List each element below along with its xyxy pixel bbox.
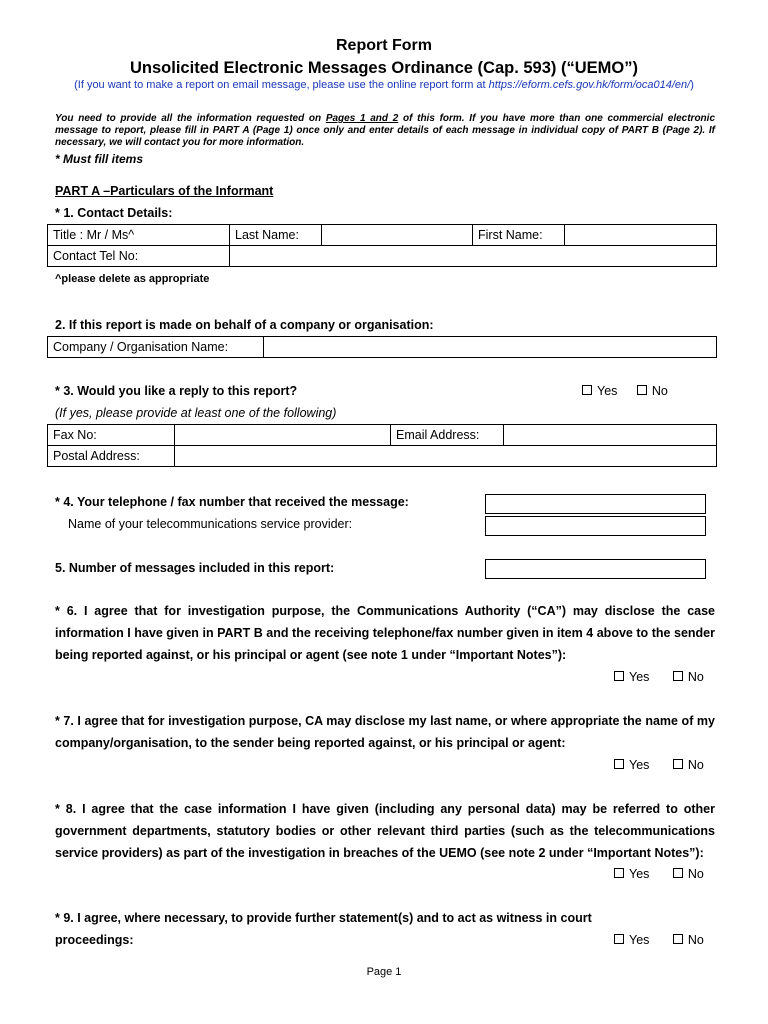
q9-no-checkbox[interactable]: [673, 934, 683, 944]
q7-no-label: No: [687, 758, 704, 772]
fax-label: Fax No:: [48, 425, 175, 446]
q5-count-input[interactable]: [485, 559, 706, 579]
first-name-input[interactable]: [565, 225, 717, 246]
delete-note: ^please delete as appropriate: [55, 273, 210, 285]
postal-input[interactable]: [175, 446, 717, 467]
q6-yes-option[interactable]: [614, 670, 649, 684]
q6-label: * 6. I agree that for investigation purpose, the Communications Authority (“CA”) may disclose the case information I have given in PART B and the receiving telephone/fax number given in item 4 above to the sender being reported against, or his principal or agent (see note 1 under “Important Notes”):: [55, 604, 715, 662]
online-form-note: [0, 79, 768, 91]
q6-yes-checkbox[interactable]: [614, 671, 624, 681]
q5-label: 5. Number of messages included in this report:: [55, 561, 335, 575]
tel-input[interactable]: [230, 246, 717, 267]
q9-yes-checkbox[interactable]: [614, 934, 624, 944]
q3-no-option[interactable]: [637, 384, 668, 398]
q9-yes-option[interactable]: [614, 933, 649, 947]
company-input[interactable]: [264, 337, 717, 358]
last-name-label: Last Name:: [230, 225, 322, 246]
q9-label: * 9. I agree, where necessary, to provide further statement(s) and to act as witness in court proceedings:: [55, 911, 592, 947]
q8-no-option[interactable]: [673, 867, 704, 881]
page-number: Page 1: [366, 966, 402, 978]
q8-no-label: No: [687, 867, 704, 881]
q3-label: * 3. Would you like a reply to this report?: [55, 384, 298, 398]
intro-text-2: of this form. If you have more than one commercial electronic message to report, please fill in PART A (Page 1) once only and enter details of each message in individual copy of PART B (Page 2). If necessary, we will contact you for more information.: [55, 113, 716, 148]
q8-yes-checkbox[interactable]: [614, 868, 624, 878]
q1-label: * 1. Contact Details:: [55, 206, 173, 220]
q7-yes-option[interactable]: [614, 758, 649, 772]
tel-label: Contact Tel No:: [48, 246, 230, 267]
q6-options: [614, 670, 704, 684]
q4-label: * 4. Your telephone / fax number that received the message:: [55, 495, 409, 509]
q3-no-checkbox[interactable]: [637, 385, 647, 395]
q6-no-checkbox[interactable]: [673, 671, 683, 681]
fax-input[interactable]: [175, 425, 391, 446]
q3-yes-option[interactable]: [582, 384, 617, 398]
q3-yes-checkbox[interactable]: [582, 385, 592, 395]
q7-options: [614, 758, 704, 772]
part-a-heading: PART A –Particulars of the Informant: [55, 184, 274, 198]
q3-yes-label: Yes: [597, 384, 618, 398]
q8-yes-option[interactable]: [614, 867, 649, 881]
q7-yes-checkbox[interactable]: [614, 759, 624, 769]
form-title: Report Form: [336, 37, 432, 54]
online-note-suffix: ): [690, 79, 694, 91]
q7-label: * 7. I agree that for investigation purpose, CA may disclose my last name, or where appropriate the name of my company/organisation, to the sender being reported against, or his principal or agent:: [55, 714, 715, 750]
last-name-input[interactable]: [322, 225, 473, 246]
q7-no-option[interactable]: [673, 758, 704, 772]
q3-options: [582, 384, 668, 398]
reply-contact-table: [47, 424, 717, 467]
company-table: [47, 336, 717, 358]
q9-no-label: No: [687, 933, 704, 947]
intro-pages: Pages 1 and 2: [325, 113, 399, 124]
q4-provider-input[interactable]: [485, 516, 706, 536]
must-fill-note: * Must fill items: [55, 152, 144, 166]
company-label: Company / Organisation Name:: [48, 337, 264, 358]
q3-no-label: No: [651, 384, 668, 398]
q9-yes-label: Yes: [629, 933, 650, 947]
q9-no-option[interactable]: [673, 933, 704, 947]
postal-label: Postal Address:: [48, 446, 175, 467]
first-name-label: First Name:: [473, 225, 565, 246]
q6-no-option[interactable]: [673, 670, 704, 684]
q8-options: [614, 867, 704, 881]
q7-no-checkbox[interactable]: [673, 759, 683, 769]
q3-note: (If yes, please provide at least one of the following): [55, 406, 337, 420]
q8-label: * 8. I agree that the case information I have given (including any personal data) may be referred to other government departments, statutory bodies or other relevant third parties (such as the telecommunications service providers) as part of the investigation in breaches of the UEMO (see note 2 under “Important Notes”):: [55, 802, 715, 860]
email-label: Email Address:: [391, 425, 504, 446]
q8-no-checkbox[interactable]: [673, 868, 683, 878]
intro-text-1: You need to provide all the information requested on: [55, 113, 326, 124]
q7-yes-label: Yes: [629, 758, 650, 772]
contact-details-table: [47, 224, 717, 267]
online-note-prefix: (If you want to make a report on email message, please use the online report form at: [74, 79, 489, 91]
q8-yes-label: Yes: [629, 867, 650, 881]
q2-label: 2. If this report is made on behalf of a company or organisation:: [55, 318, 434, 332]
form-subtitle: Unsolicited Electronic Messages Ordinance (Cap. 593) (“UEMO”): [130, 59, 638, 77]
q9-options: [614, 933, 704, 947]
intro-instructions: [55, 113, 715, 149]
q4-number-input[interactable]: [485, 494, 706, 514]
q6-yes-label: Yes: [629, 670, 650, 684]
q4-provider-label: Name of your telecommunications service provider:: [68, 517, 353, 531]
online-form-link[interactable]: https://eform.cefs.gov.hk/form/oca014/en/: [488, 79, 691, 91]
title-label: Title : Mr / Ms^: [48, 225, 230, 246]
q6-no-label: No: [687, 670, 704, 684]
email-input[interactable]: [504, 425, 717, 446]
